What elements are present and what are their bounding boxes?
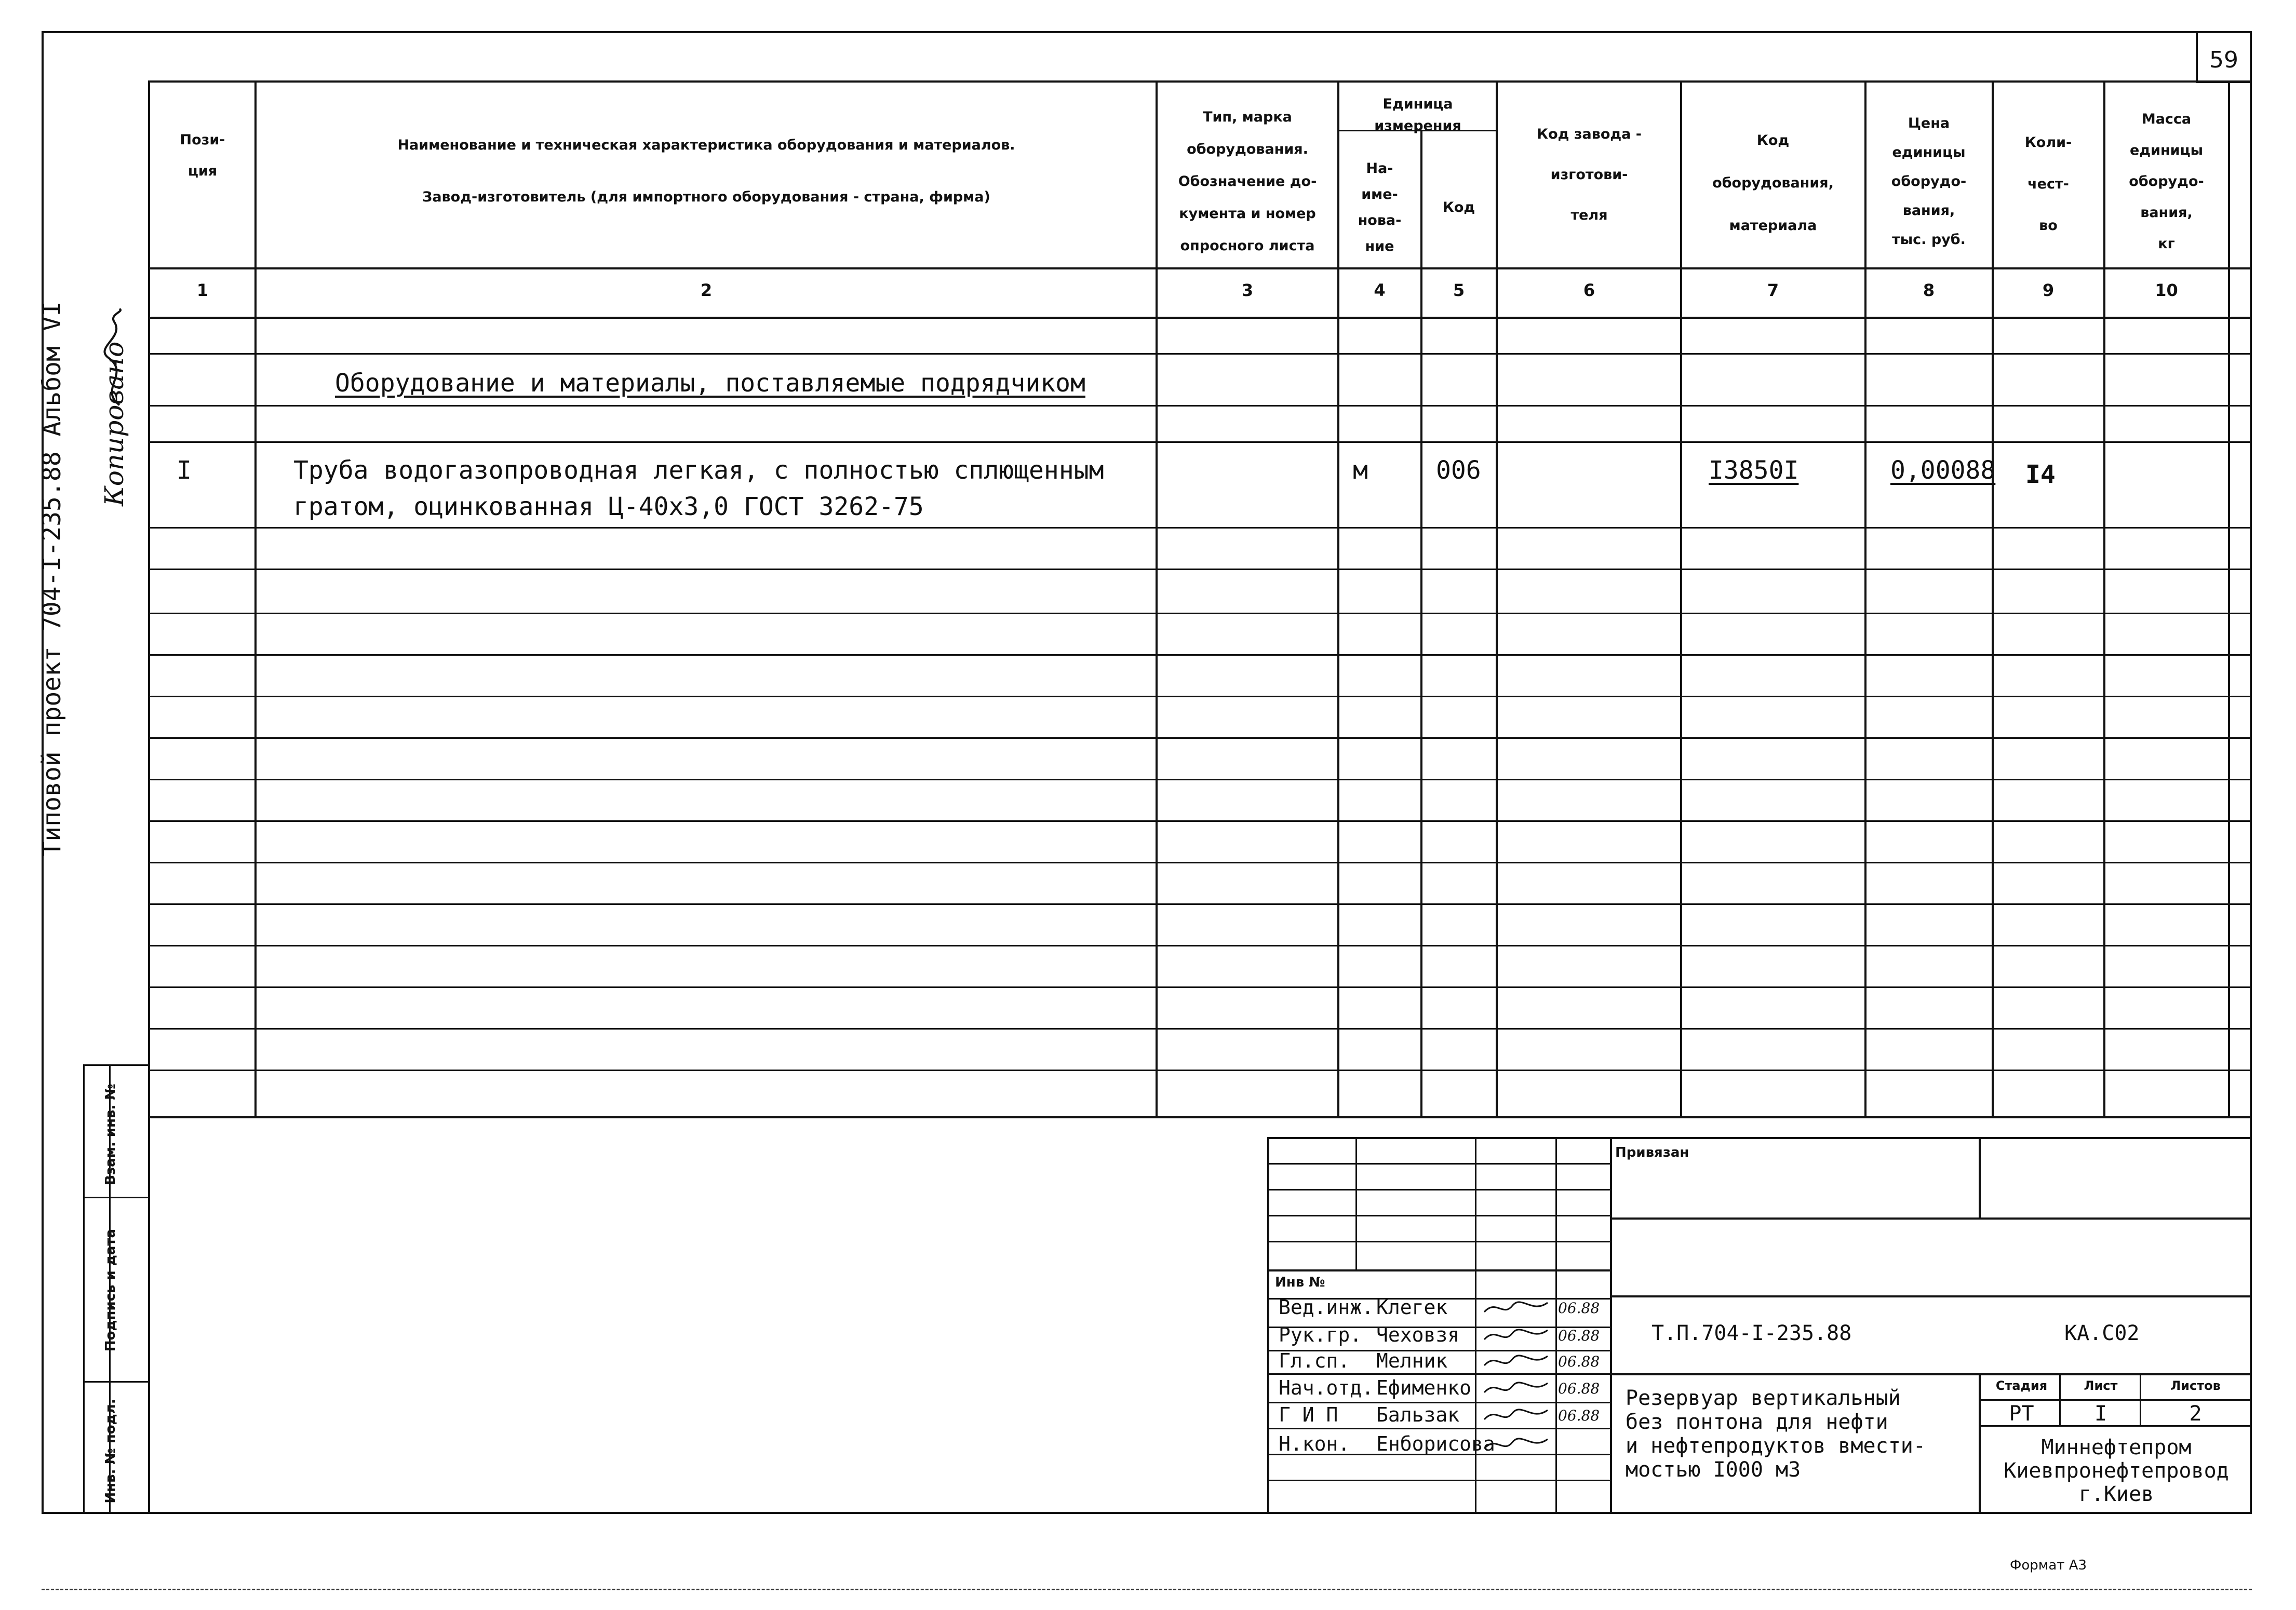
row-qty: I4 <box>2025 460 2056 489</box>
title-date: 06.88 <box>1558 1380 1600 1397</box>
colnum-5: 5 <box>1453 280 1465 300</box>
header-equip: Код оборудования, материала <box>1712 132 1834 234</box>
project-vertical-title: Типовой проект 704-I-235.88 Альбом VI <box>37 301 66 857</box>
row-name-line2: гратом, оцинкованная Ц-40х3,0 ГОСТ 3262-75 <box>293 492 924 521</box>
header-unit-name: На- име- нова- ние <box>1358 160 1402 254</box>
header-unit-group: Единица измерения <box>1374 96 1461 134</box>
section-title: Оборудование и материалы, поставляемые подрядчиком <box>335 369 1085 398</box>
table-row-line <box>148 1028 2251 1030</box>
doc-mark: КА.С02 <box>2064 1321 2140 1345</box>
table-row-line <box>148 862 2251 863</box>
inv-no-label: Инв № <box>1275 1275 1325 1290</box>
title-role: Вед.инж. <box>1279 1296 1374 1319</box>
signature-mark <box>1480 1433 1553 1456</box>
stamp-label-podpis: Подпись и дата <box>103 1228 118 1352</box>
doc-code: Т.П.704-I-235.88 <box>1651 1321 1852 1345</box>
title-date: 06.88 <box>1558 1300 1600 1317</box>
title-role: Рук.гр. <box>1279 1323 1362 1346</box>
signature-mark <box>1480 1377 1553 1400</box>
row-unit-code: 006 <box>1436 456 1481 485</box>
title-person-name: Енборисова <box>1376 1432 1495 1455</box>
table-row-line <box>148 945 2251 946</box>
table-row-line <box>148 1070 2251 1071</box>
signature-mark <box>1480 1296 1553 1319</box>
row-name-line1: Труба водогазопроводная легкая, с полностью сплющенным <box>293 456 1104 485</box>
sheet-number: 59 <box>2209 47 2238 73</box>
title-date: 06.88 <box>1558 1407 1600 1424</box>
format-label: Формат А3 <box>2010 1558 2087 1573</box>
stage-label: Стадия <box>1995 1378 2048 1393</box>
sheets-label: Листов <box>2170 1378 2221 1393</box>
title-date: 06.88 <box>1558 1353 1600 1370</box>
header-type: Тип, марка оборудования. Обозначение до- кумента и номер опросного листа <box>1178 109 1317 254</box>
table-row-line <box>148 405 2251 407</box>
header-plant: Код завода - изготови- теля <box>1537 126 1642 223</box>
signature-mark <box>1480 1350 1553 1373</box>
handwritten-signature <box>88 306 140 410</box>
title-person-name: Ефименко <box>1376 1376 1472 1399</box>
title-role: Нач.отд. <box>1279 1376 1374 1399</box>
stamp-label-vzam: Взам. инв. № <box>103 1084 118 1185</box>
header-price: Цена единицы оборудо- вания, тыс. руб. <box>1891 115 1967 248</box>
title-role: Гл.сп. <box>1279 1349 1350 1372</box>
table-row-line <box>148 903 2251 905</box>
title-line-1: Резервуар вертикальный <box>1626 1386 1901 1410</box>
table-row-line <box>148 569 2251 570</box>
title-person-name: Клегек <box>1376 1296 1448 1319</box>
row-price: 0,00088 <box>1890 456 1996 485</box>
header-name-line2: Завод-изготовитель (для импортного оборудования - страна, фирма) <box>422 189 990 205</box>
signature-mark <box>1480 1404 1553 1427</box>
privyazan-label: Привязан <box>1615 1145 1689 1160</box>
table-row-line <box>148 696 2251 697</box>
title-line-4: мостью I000 м3 <box>1626 1458 1801 1482</box>
header-mass: Масса единицы оборудо- вания, кг <box>2129 111 2204 252</box>
title-role: Н.кон. <box>1279 1432 1350 1455</box>
table-row-line <box>148 986 2251 988</box>
colnum-3: 3 <box>1241 280 1254 300</box>
sheet-value: I <box>2094 1402 2107 1426</box>
table-row-line <box>148 441 2251 443</box>
stage-value: РТ <box>2009 1402 2034 1426</box>
org-line-3: г.Киев <box>2078 1482 2154 1506</box>
table-row-line <box>148 779 2251 780</box>
signature-mark <box>1480 1324 1553 1347</box>
colnum-10: 10 <box>2155 280 2178 300</box>
org-line-2: Киевпронефтепровод <box>2004 1459 2229 1483</box>
sheets-value: 2 <box>2189 1402 2202 1426</box>
table-row-line <box>148 820 2251 822</box>
org-line-1: Миннефтепром <box>2041 1436 2192 1459</box>
colnum-1: 1 <box>196 280 209 300</box>
title-line-3: и нефтепродуктов вмести- <box>1626 1434 1926 1458</box>
header-pos: Пози- ция <box>180 132 225 179</box>
table-row-line <box>148 654 2251 656</box>
title-date: 06.88 <box>1558 1327 1600 1344</box>
table-row-line <box>148 353 2251 355</box>
handwritten-note: Копировано <box>99 341 129 506</box>
table-row-line <box>148 527 2251 529</box>
colnum-9: 9 <box>2042 280 2055 300</box>
title-person-name: Чеховзя <box>1376 1323 1460 1346</box>
title-line-2: без понтона для нефти <box>1626 1410 1888 1434</box>
colnum-7: 7 <box>1767 280 1779 300</box>
table-row-line <box>148 737 2251 739</box>
colnum-2: 2 <box>700 280 713 300</box>
header-unit-code: Код <box>1442 199 1475 215</box>
title-role: Г И П <box>1279 1403 1338 1426</box>
colnum-8: 8 <box>1923 280 1935 300</box>
row-pos: I <box>177 456 192 485</box>
colnum-4: 4 <box>1374 280 1386 300</box>
row-unit: м <box>1353 456 1368 485</box>
stamp-label-inv: Инв. № подл. <box>103 1399 118 1504</box>
title-person-name: Мелник <box>1376 1349 1448 1372</box>
header-name-line1: Наименование и техническая характеристика оборудования и материалов. <box>397 137 1015 153</box>
header-qty: Коли- чест- во <box>2024 134 2072 234</box>
title-person-name: Бальзак <box>1376 1403 1460 1426</box>
row-equip-code: I3850I <box>1709 456 1799 485</box>
sheet-label: Лист <box>2084 1378 2118 1393</box>
table-row-line <box>148 613 2251 614</box>
cut-line <box>42 1589 2252 1590</box>
colnum-6: 6 <box>1583 280 1595 300</box>
